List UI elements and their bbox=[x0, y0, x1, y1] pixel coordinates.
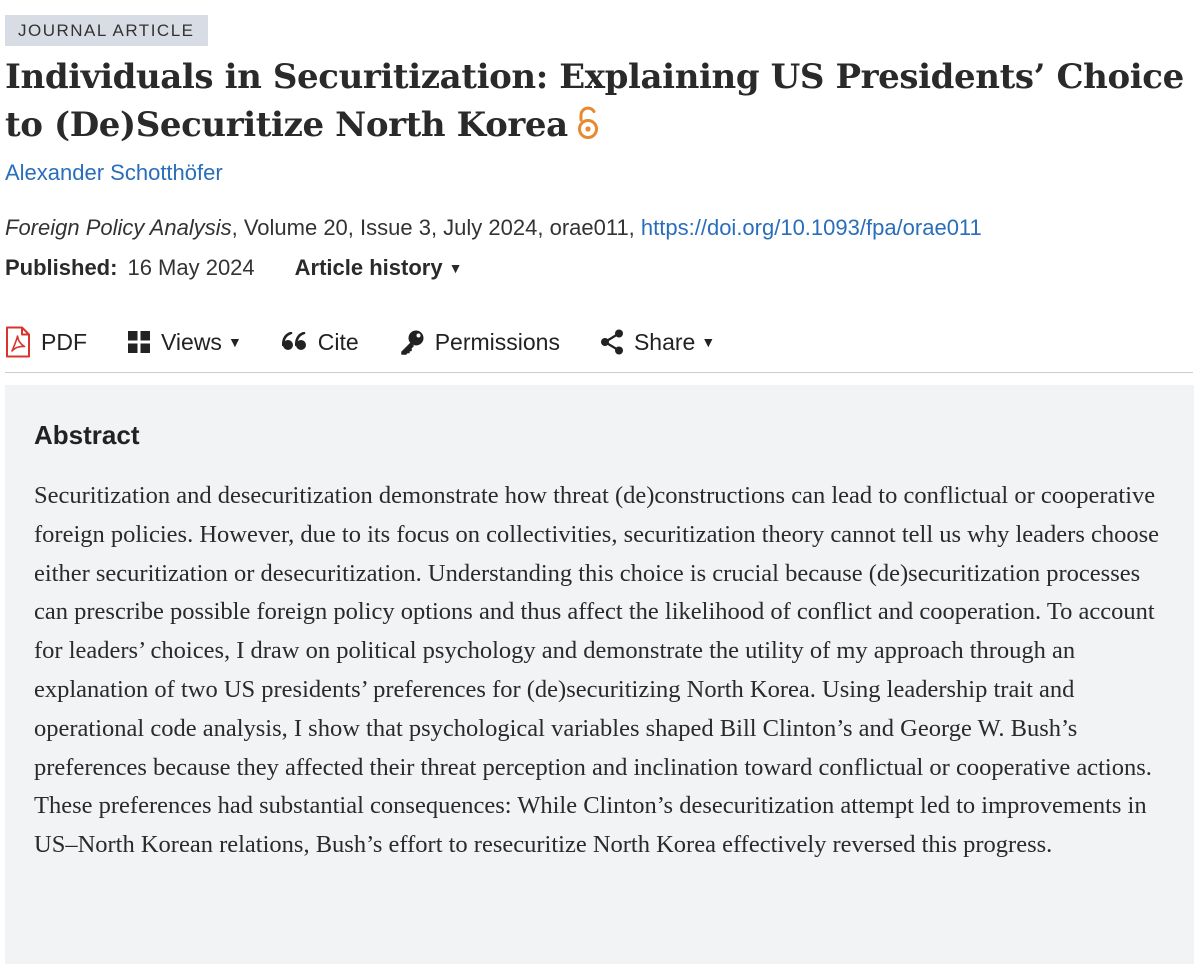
pdf-button[interactable] bbox=[5, 326, 87, 358]
toolbar-divider bbox=[5, 372, 1193, 373]
open-access-lock-icon bbox=[576, 105, 600, 153]
abstract-text: Securitization and desecuritization demonstrate how threat (de)constructions can lead to conflictual or cooperative foreign policies. However, due to its focus on collectivities, securitization theory cannot tell us why leaders choose either securitization or desecuritization. Understanding this choice is crucial because (de)securitization processes can prescribe possible foreign policy options and thus affect the likelihood of conflict and cooperation. To account for leaders’ choices, I draw on political psychology and demonstrate the utility of my approach through an explanation of two US presidents’ preferences for (de)securitizing North Korea. Using leadership trait and operational code analysis, I show that psychological variables shaped Bill Clinton’s and George W. Bush’s preferences because they affected their threat perception and inclination toward conflictual or cooperative actions. These preferences had substantial consequences: While Clinton’s desecuritization attempt led to improvements in US–North Korean relations, Bush’s effort to resecuritize North Korea effectively reversed this progress. bbox=[34, 482, 1160, 859]
cite-label: Cite bbox=[317, 328, 359, 355]
caret-down-icon: ▼ bbox=[448, 260, 463, 276]
author-link[interactable]: Alexander Schotthöfer bbox=[5, 160, 223, 185]
published-date: 16 May 2024 bbox=[127, 255, 255, 280]
published-label: Published: bbox=[5, 255, 118, 280]
article-history-toggle[interactable] bbox=[295, 255, 463, 280]
quote-icon bbox=[282, 332, 308, 352]
article-toolbar bbox=[5, 320, 755, 364]
published-row bbox=[5, 253, 462, 283]
share-icon bbox=[600, 329, 624, 355]
citation-details: , Volume 20, Issue 3, July 2024, orae011, bbox=[231, 215, 641, 240]
cite-button[interactable] bbox=[282, 329, 359, 356]
citation-line bbox=[5, 213, 982, 243]
pdf-label: PDF bbox=[41, 328, 87, 355]
article-title-text: Individuals in Securitization: Explaining US Presidents’ Choice to (De)Securitize North Korea bbox=[5, 57, 1184, 145]
share-dropdown[interactable] bbox=[600, 329, 715, 356]
key-icon bbox=[399, 329, 425, 355]
article-title bbox=[5, 53, 1195, 153]
abstract-section bbox=[5, 385, 1194, 964]
permissions-button[interactable] bbox=[399, 329, 560, 356]
grid-icon bbox=[127, 330, 151, 354]
caret-down-icon: ▼ bbox=[701, 334, 716, 350]
pdf-file-icon bbox=[5, 326, 31, 358]
permissions-label: Permissions bbox=[434, 328, 560, 355]
doi-link[interactable]: https://doi.org/10.1093/fpa/orae011 bbox=[640, 215, 982, 240]
share-label: Share bbox=[633, 328, 696, 355]
views-dropdown[interactable] bbox=[127, 329, 242, 356]
journal-name[interactable]: Foreign Policy Analysis bbox=[5, 215, 232, 240]
caret-down-icon: ▼ bbox=[227, 334, 242, 350]
abstract-heading: Abstract bbox=[34, 420, 140, 450]
article-type-badge: JOURNAL ARTICLE bbox=[5, 15, 208, 46]
views-label: Views bbox=[161, 328, 222, 355]
article-history-label: Article history bbox=[294, 255, 443, 280]
